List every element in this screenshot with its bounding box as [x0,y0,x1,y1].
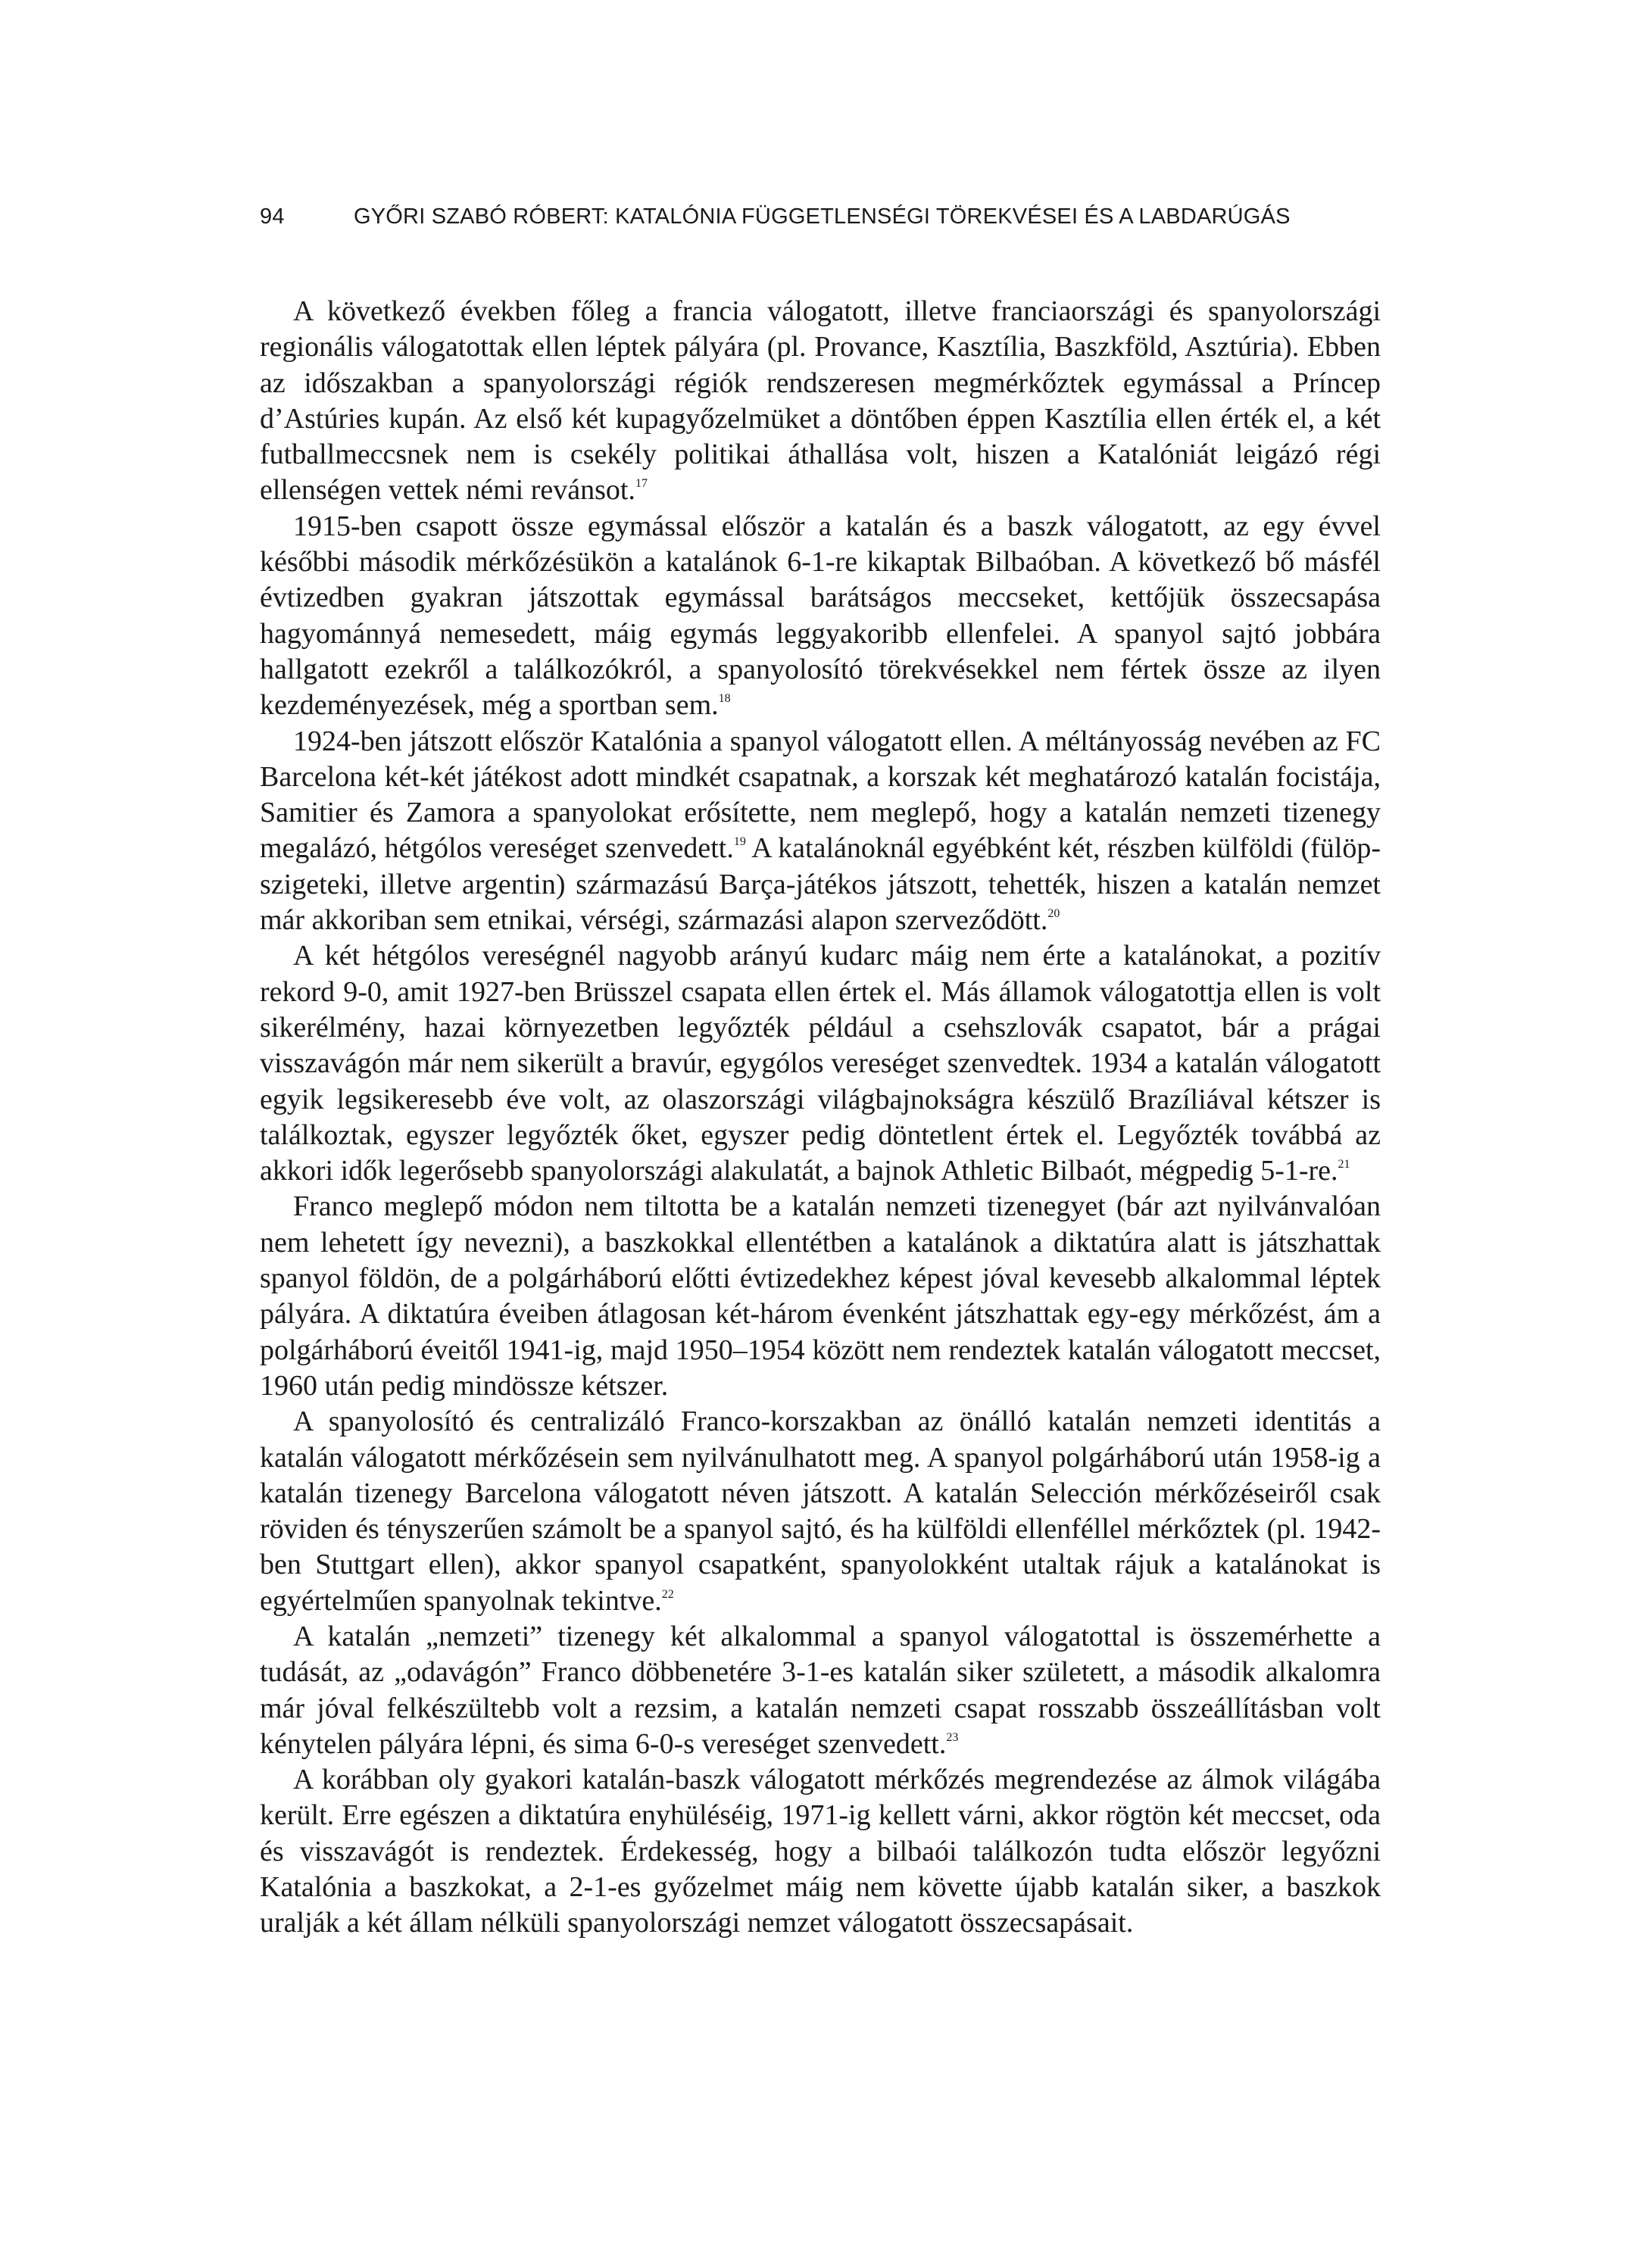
paragraph [260,294,1381,509]
paragraph-text: A korábban oly gyakori katalán-baszk válogatott mérkőzés megrendezése az álmok világába került. Erre egészen a diktatúra enyhüléséig, 1971-ig kellett várni, akkor rögtön két meccset, oda és visszavágót is rendeztek. Érdekesség, hogy a bilbaói találkozón tudta először legyőzni Katalónia a baszkokat, a 2-1-es győzelmet máig nem követte újabb katalán siker, a baszkok uralják a két állam nélküli spanyolországi nemzet válogatott összecsapásait. [260,1764,1381,1939]
footnote-ref: 18 [718,692,731,706]
footnote-ref: 22 [661,1587,674,1601]
paragraph [260,1404,1381,1619]
paragraph-text-continued: A katalánoknál egyébként két, részben külföldi (fülöp-szigeteki, illetve argentin) származású Barça-játékos játszott, tehették, hiszen a katalán nemzet már akkoriban sem etnikai, vérségi, származási alapon szerveződött. [260,832,1381,937]
paragraph-text: A két hétgólos vereségnél nagyobb arányú kudarc máig nem érte a katalánokat, a pozitív rekord 9-0, amit 1927-ben Brüsszel csapata ellen értek el. Más államok válogatottja ellen is volt sikerélmény, hazai környezetben legyőzték például a csehszlovák csapatot, bár a prágai visszavágón már nem sikerült a bravúr, egygólos vereséget szenvedtek. 1934 a katalán válogatott egyik legsikeresebb éve volt, az olaszországi világbajnokságra készülő Brazíliával kétszer is találkoztak, egyszer legyőzték őket, egyszer pedig döntetlent értek el. Legyőzték továbbá az akkori idők legerősebb spanyolországi alakulatát, a bajnok Athletic Bilbaót, mégpedig 5-1-re. [260,940,1381,1187]
paragraph [260,1762,1381,1941]
footnote-ref: 20 [1047,907,1060,921]
paragraph [260,509,1381,724]
footnote-ref: 19 [733,835,746,849]
running-head-title: GYŐRI SZABÓ RÓBERT: KATALÓNIA FÜGGETLENSÉGI TÖREKVÉSEI ÉS A LABDARÚGÁS [354,204,1291,229]
paragraph-text: Franco meglepő módon nem tiltotta be a katalán nemzeti tizenegyet (bár azt nyilvánvalóan nem lehetett így nevezni), a baszkokkal ellentétben a katalánok a diktatúra alatt is játszhattak spanyol földön, de a polgárháború előtti évtizedekhez képest jóval kevesebb alkalommal léptek pályára. A diktatúra éveiben átlagosan két-három évenként játszhattak egy-egy mérkőzést, ám a polgárháború éveitől 1941-ig, majd 1950–1954 között nem rendeztek katalán válogatott meccset, 1960 után pedig mindössze kétszer. [260,1190,1381,1402]
running-head [260,195,1381,241]
paragraph-text: A spanyolosító és centralizáló Franco-korszakban az önálló katalán nemzeti identitás a katalán válogatott mérkőzésein sem nyilvánulhatott meg. A spanyol polgárháború után 1958-ig a katalán tizenegy Barcelona válogatott néven játszott. A katalán Selección mérkőzéseiről csak röviden és tényszerűen számolt be a spanyol sajtó, és ha külföldi ellenféllel mérkőztek (pl. 1942-ben Stuttgart ellen), akkor spanyol csapatként, spanyolokként utaltak rájuk a katalánokat is egyértelműen spanyolnak tekintve. [260,1405,1381,1617]
paragraph [260,1189,1381,1404]
footnote-ref: 17 [635,477,648,491]
paragraph [260,1619,1381,1762]
paragraph [260,938,1381,1189]
page-number: 94 [260,204,285,229]
paragraph-text: A katalán „nemzeti” tizenegy két alkalommal a spanyol válogatottal is összemérhette a tudását, az „odavágón” Franco döbbenetére 3-1-es katalán siker született, a második alkalomra már jóval felkészültebb volt a rezsim, a katalán nemzeti csapat rosszabb összeállításban volt kénytelen pályára lépni, és sima 6-0-s vereséget szenvedett. [260,1620,1381,1760]
paragraph-text: 1915-ben csapott össze egymással először a katalán és a baszk válogatott, az egy évvel későbbi második mérkőzésükön a katalánok 6-1-re kikaptak Bilbaóban. A következő bő másfél évtizedben gyakran játszottak egymással barátságos meccseket, kettőjük összecsapása hagyománnyá nemesedett, máig egymás leggyakoribb ellenfelei. A spanyol sajtó jobbára hallgatott ezekről a találkozókról, a spanyolosító törekvésekkel nem fértek össze az ilyen kezdeményezések, még a sportban sem. [260,510,1381,722]
footnote-ref: 23 [946,1730,959,1744]
paragraph [260,724,1381,939]
footnote-ref: 21 [1338,1158,1350,1171]
body-text [260,294,1381,1942]
paragraph-text: A következő években főleg a francia válogatott, illetve franciaországi és spanyolországi regionális válogatottak ellen léptek pályára (pl. Provance, Kasztília, Baszkföld, Asztúria). Ebben az időszakban a spanyolországi régiók rendszeresen megmérkőztek egymással a Príncep d’Astúries kupán. Az első két kupagyőzelmüket a döntőben éppen Kasztília ellen érték el, a két futballmeccsnek nem is csekély politikai áthallása volt, hiszen a Katalóniát leigázó régi ellenségen vettek némi revánsot. [260,295,1381,507]
paragraph-text: 1924-ben játszott először Katalónia a spanyol válogatott ellen. A méltányosság nevében az FC Barcelona két-két játékost adott mindkét csapatnak, a korszak két meghatározó katalán focistája, Samitier és Zamora a spanyolokat erősítette, nem meglepő, hogy a katalán nemzeti tizenegy megalázó, hétgólos vereséget szenvedett. [260,725,1381,865]
